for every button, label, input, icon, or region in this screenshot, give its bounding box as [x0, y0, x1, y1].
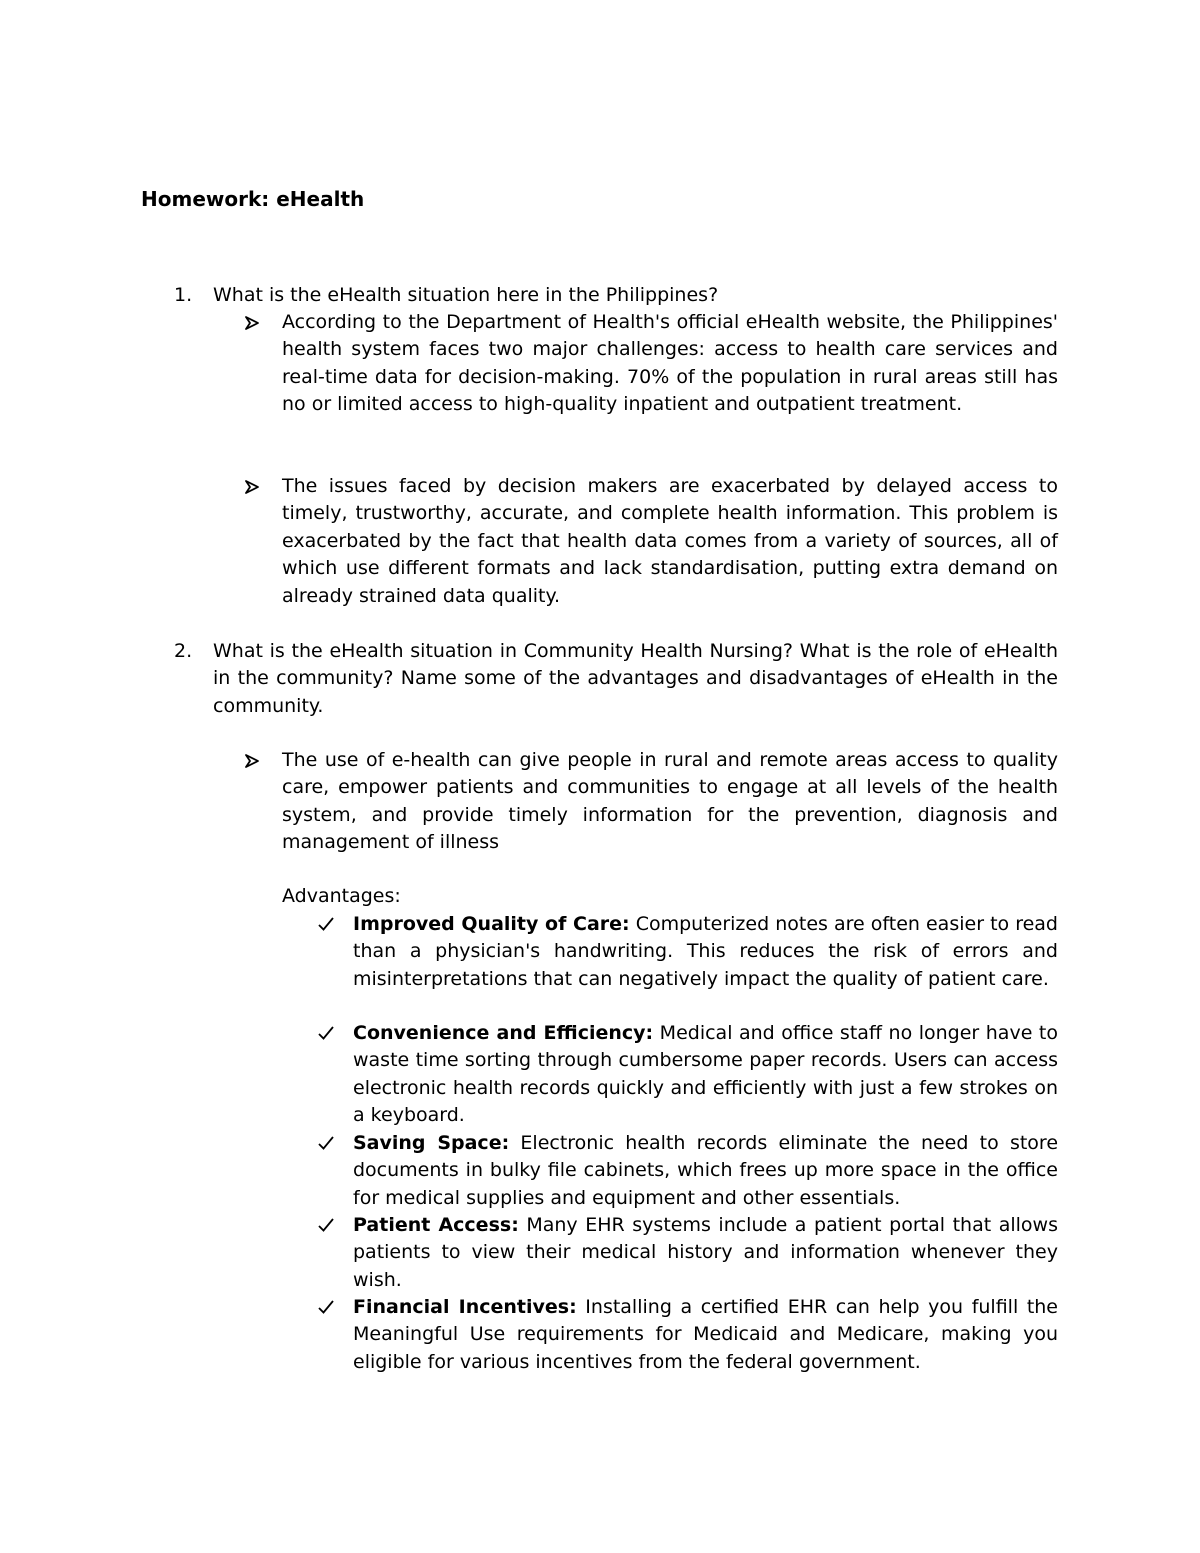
arrowhead-bullet-icon — [245, 309, 267, 330]
advantage-heading: Saving Space: — [353, 1132, 510, 1154]
page-title: Homework: eHealth — [141, 187, 365, 211]
answer-paragraph: The use of e-health can give people in rural and remote areas access to quality care, empower patients and communities to engage at all levels of the health system, and provide timely information for the prevention, diagnosis and management of illness — [282, 749, 1058, 854]
checkmark-icon — [318, 1294, 340, 1314]
answer-paragraph: According to the Department of Health's official eHealth website, the Philippines' health system faces two major challenges: access to health care services and real-time data for decision-making. 70% of the population in rural areas still has no or limited access to high-quality inpatient and outpatient treatment. — [282, 311, 1058, 416]
question-number: 1. — [174, 284, 193, 306]
checkmark-icon — [318, 1130, 340, 1150]
advantage-heading: Patient Access: — [353, 1214, 519, 1236]
advantage-text: Computerized notes are often easier to read than a physician's handwriting. This reduces the risk of errors and misinterpretations that can negatively impact the quality of patient care. — [353, 913, 1058, 990]
advantage-text: Electronic health records eliminate the need to store documents in bulky file cabinets, which frees up more space in the office for medical supplies and equipment and other essentials. — [353, 1132, 1059, 1209]
answer-paragraph: The issues faced by decision makers are exacerbated by delayed access to timely, trustworthy, accurate, and complete health information. This problem is exacerbated by the fact that health data comes from a variety of sources, all of which use different formats and lack standardisation, putting extra demand on already strained data quality. — [282, 475, 1058, 607]
checkmark-icon — [318, 1020, 340, 1040]
question-text: What is the eHealth situation here in the Philippines? — [213, 284, 719, 306]
advantage-text: Medical and office staff no longer have to waste time sorting through cumbersome paper records. Users can access electronic health records quickly and efficiently with just a few strokes on a keyboard. — [353, 1022, 1058, 1127]
checkmark-icon — [318, 1212, 340, 1232]
advantage-item — [353, 1294, 1058, 1376]
question-number: 2. — [174, 640, 193, 662]
advantages-label: Advantages: — [282, 885, 401, 907]
checkmark-icon — [318, 911, 340, 931]
arrowhead-bullet-icon — [245, 473, 267, 494]
advantage-item — [353, 1130, 1058, 1212]
advantage-heading: Improved Quality of Care: — [353, 913, 630, 935]
arrowhead-bullet-icon — [245, 747, 267, 768]
advantage-heading: Convenience and Efficiency: — [353, 1022, 654, 1044]
question-text: What is the eHealth situation in Community Health Nursing? What is the role of eHealth in the community? Name some of the advantages and disadvantages of eHealth in the community. — [213, 640, 1058, 717]
advantage-item — [353, 1212, 1058, 1294]
advantage-text: Many EHR systems include a patient portal that allows patients to view their medical history and information whenever they wish. — [353, 1214, 1058, 1291]
advantage-item — [353, 1020, 1058, 1130]
advantage-item — [353, 911, 1058, 993]
advantage-heading: Financial Incentives: — [353, 1296, 577, 1318]
advantage-text: Installing a certified EHR can help you fulfill the Meaningful Use requirements for Medicaid and Medicare, making you eligible for various incentives from the federal government. — [353, 1296, 1059, 1373]
